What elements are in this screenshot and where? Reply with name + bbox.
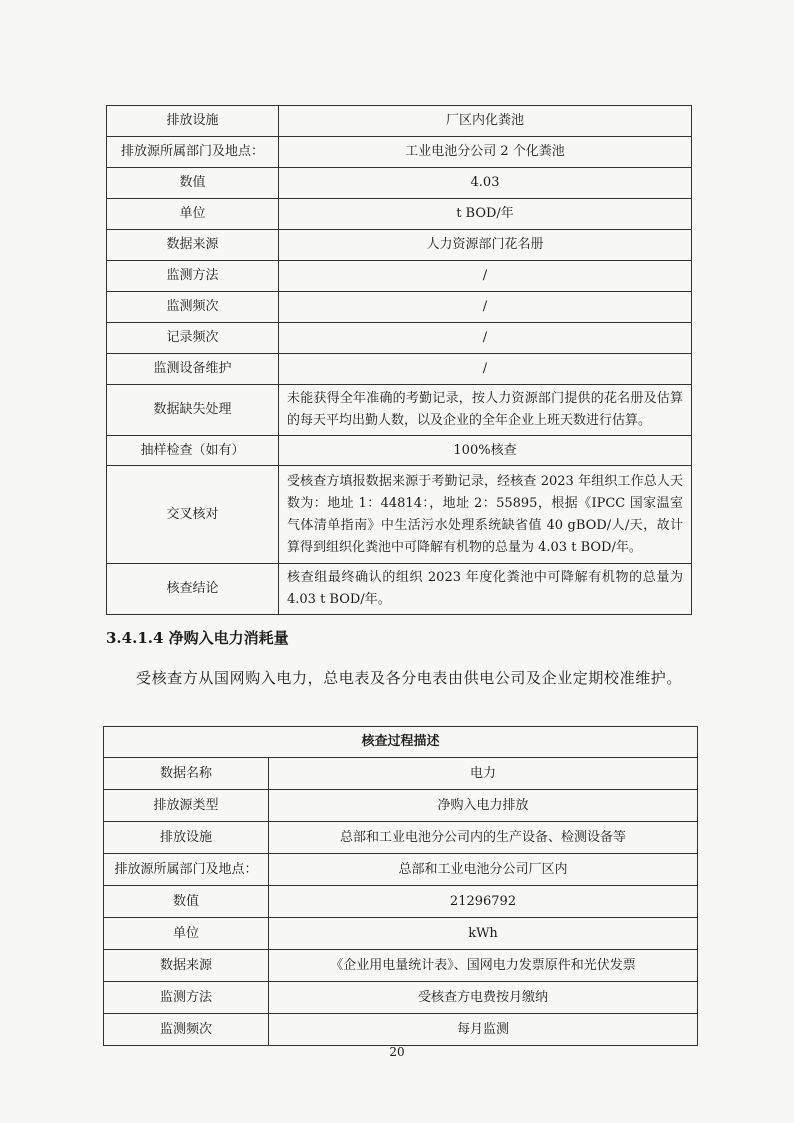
row-value: 总部和工业电池分公司内的生产设备、检测设备等 (269, 822, 698, 854)
row-value: 受核查方填报数据来源于考勤记录，经核查 2023 年组织工作总人天数为：地址 1：44814：，地址 2：55895，根据《IPCC 国家温室气体清单指南》中生活污水处理系统缺省值 40 gBOD/人/天，故计算得到组织化粪池中可降解有机物的总量为 4.03 t BOD/年。 (279, 466, 692, 564)
table-row (104, 822, 698, 854)
row-label: 排放设施 (107, 106, 279, 137)
row-value: 人力资源部门花名册 (279, 230, 692, 261)
table-row (107, 106, 692, 137)
row-label: 监测设备维护 (107, 354, 279, 385)
table-row (107, 354, 692, 385)
row-value: 4.03 (279, 168, 692, 199)
row-value: 净购入电力排放 (269, 790, 698, 822)
row-label: 排放源所属部门及地点： (107, 137, 279, 168)
table-row (104, 982, 698, 1014)
table-row (107, 230, 692, 261)
row-label: 交叉核对 (107, 466, 279, 564)
table-row (107, 292, 692, 323)
row-value: 总部和工业电池分公司厂区内 (269, 854, 698, 886)
row-value: 《企业用电量统计表》、国网电力发票原件和光伏发票 (269, 950, 698, 982)
row-label: 监测方法 (104, 982, 269, 1014)
table-row (107, 323, 692, 354)
row-value: 每月监测 (269, 1014, 698, 1046)
table-row (104, 950, 698, 982)
emission-source-table-electricity (103, 726, 698, 1046)
row-value: 100%核查 (279, 436, 692, 466)
row-value: 电力 (269, 758, 698, 790)
table-row (104, 886, 698, 918)
row-label: 排放设施 (104, 822, 269, 854)
row-label: 核查结论 (107, 564, 279, 615)
row-label: 排放源所属部门及地点： (104, 854, 269, 886)
row-label: 单位 (104, 918, 269, 950)
row-value: 厂区内化粪池 (279, 106, 692, 137)
row-label: 数据名称 (104, 758, 269, 790)
section-heading: 3.4.1.4 净购入电力消耗量 (106, 629, 289, 647)
row-value: 未能获得全年准确的考勤记录，按人力资源部门提供的花名册及估算的每天平均出勤人数，以及企业的全年企业上班天数进行估算。 (279, 385, 692, 436)
row-value: / (279, 292, 692, 323)
table-row (107, 385, 692, 436)
table-header-row (104, 727, 698, 758)
table-row (104, 854, 698, 886)
table-row (107, 466, 692, 564)
table-row (107, 261, 692, 292)
row-value: t BOD/年 (279, 199, 692, 230)
row-label: 数据来源 (107, 230, 279, 261)
row-label: 数据缺失处理 (107, 385, 279, 436)
row-value: kWh (269, 918, 698, 950)
row-value: 工业电池分公司 2 个化粪池 (279, 137, 692, 168)
row-label: 抽样检查（如有） (107, 436, 279, 466)
table-row (107, 199, 692, 230)
table-row (107, 436, 692, 466)
row-value: / (279, 323, 692, 354)
table-header: 核查过程描述 (104, 727, 698, 758)
row-label: 数据来源 (104, 950, 269, 982)
row-value: 核查组最终确认的组织 2023 年度化粪池中可降解有机物的总量为 4.03 t BOD/年。 (279, 564, 692, 615)
row-label: 单位 (107, 199, 279, 230)
emission-source-table-septic (106, 105, 692, 615)
row-label: 监测频次 (107, 292, 279, 323)
table-row (104, 918, 698, 950)
table-row (104, 790, 698, 822)
row-label: 监测频次 (104, 1014, 269, 1046)
row-label: 数值 (107, 168, 279, 199)
table-row (104, 1014, 698, 1046)
row-value: / (279, 261, 692, 292)
row-value: 受核查方电费按月缴纳 (269, 982, 698, 1014)
table-row (104, 758, 698, 790)
table-row (107, 137, 692, 168)
row-label: 监测方法 (107, 261, 279, 292)
row-value: / (279, 354, 692, 385)
row-value: 21296792 (269, 886, 698, 918)
section-paragraph: 受核查方从国网购入电力，总电表及各分电表由供电公司及企业定期校准维护。 (136, 669, 683, 687)
table-row (107, 564, 692, 615)
row-label: 记录频次 (107, 323, 279, 354)
table-row (107, 168, 692, 199)
row-label: 数值 (104, 886, 269, 918)
page-number: 20 (389, 1045, 405, 1059)
row-label: 排放源类型 (104, 790, 269, 822)
